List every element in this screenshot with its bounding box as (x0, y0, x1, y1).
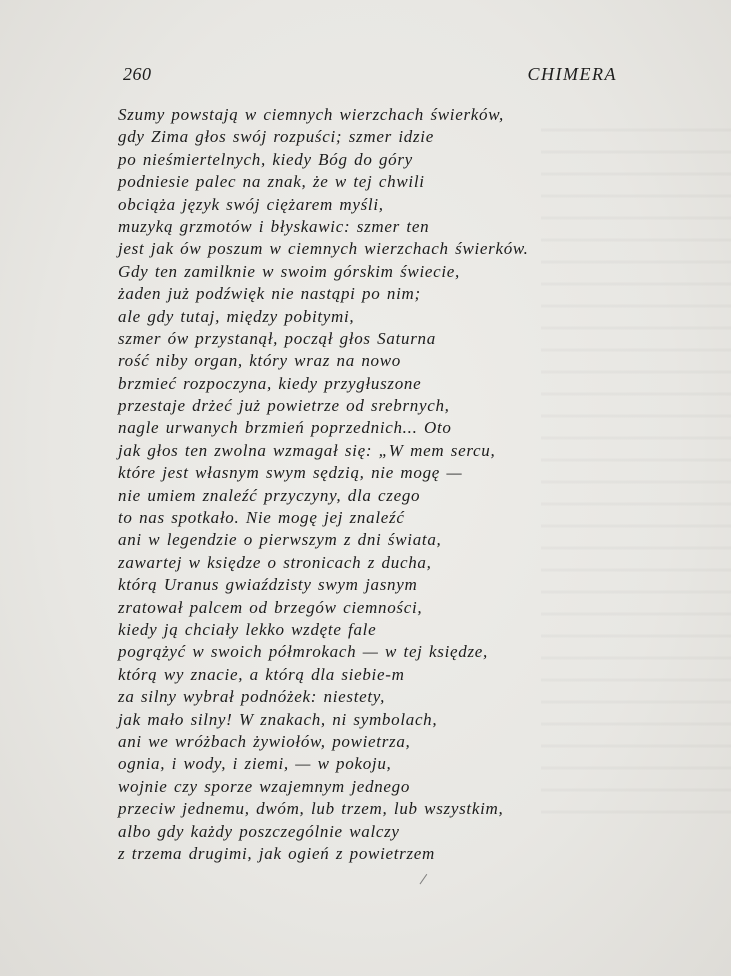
poem-line: jak głos ten zwolna wzmagał się: „W mem sercu, (118, 440, 496, 460)
poem-line: przeciw jednemu, dwóm, lub trzem, lub wszystkim, (118, 799, 504, 819)
poem-line: zawartej w księdze o stronicach z ducha, (118, 552, 432, 572)
poem-line: wojnie czy sporze wzajemnym jednego (118, 776, 411, 796)
running-head (123, 64, 617, 88)
poem-line: z trzema drugimi, jak ogień z powietrzem (118, 843, 436, 863)
poem-line: obciąża język swój ciężarem myśli, (118, 194, 384, 214)
page-number: 260 (123, 64, 152, 84)
poem-line: za silny wybrał podnóżek: niestety, (118, 687, 386, 707)
poem-line: ani w legendzie o pierwszym z dni świata, (118, 530, 442, 550)
poem-line: rość niby organ, który wraz na nowo (118, 351, 401, 371)
poem-line: to nas spotkało. Nie mogę jej znaleźć (118, 508, 405, 528)
poem-line: żaden już podźwięk nie nastąpi po nim; (118, 284, 421, 304)
poem-line: jest jak ów poszum w ciemnych wierzchach świerków. (118, 239, 529, 259)
poem-line: albo gdy każdy poszczególnie walczy (118, 821, 400, 841)
poem-line: ognia, i wody, i ziemi, — w pokoju, (118, 754, 392, 774)
poem-line: zratował palcem od brzegów ciemności, (118, 597, 423, 617)
poem-line: podniesie palec na znak, że w tej chwili (118, 172, 425, 192)
poem-line: którą wy znacie, a którą dla siebie-m (118, 664, 405, 684)
paper-mark (420, 874, 436, 890)
poem-line: którą Uranus gwiaździsty swym jasnym (118, 575, 418, 595)
running-title: CHIMERA (527, 64, 617, 84)
poem-line: jak mało silny! W znakach, ni symbolach, (118, 709, 438, 729)
poem-line: przestaje drżeć już powietrze od srebrnych, (118, 396, 450, 416)
poem-text (118, 104, 588, 865)
poem-line: pogrążyć w swoich półmrokach — w tej księdze, (118, 642, 488, 662)
poem-line: kiedy ją chciały lekko wzdęte fale (118, 619, 377, 639)
poem-line: muzyką grzmotów i błyskawic: szmer ten (118, 216, 430, 236)
poem-line: nie umiem znaleźć przyczyny, dla czego (118, 485, 421, 505)
poem-line: szmer ów przystanął, począł głos Saturna (118, 328, 436, 348)
poem-line: Szumy powstają w ciemnych wierzchach świerków, (118, 105, 504, 124)
poem-line: ale gdy tutaj, między pobitymi, (118, 306, 355, 326)
poem-line: Gdy ten zamilknie w swoim górskim świecie, (118, 261, 461, 281)
poem-line: które jest własnym swym sędzią, nie mogę — (118, 463, 463, 483)
poem-line: nagle urwanych brzmień poprzednich... Oto (118, 418, 452, 438)
poem-line: ani we wróżbach żywiołów, powietrza, (118, 731, 411, 751)
poem-line: brzmieć rozpoczyna, kiedy przygłuszone (118, 373, 422, 393)
poem-line: gdy Zima głos swój rozpuści; szmer idzie (118, 127, 434, 147)
poem-line: po nieśmiertelnych, kiedy Bóg do góry (118, 149, 413, 169)
